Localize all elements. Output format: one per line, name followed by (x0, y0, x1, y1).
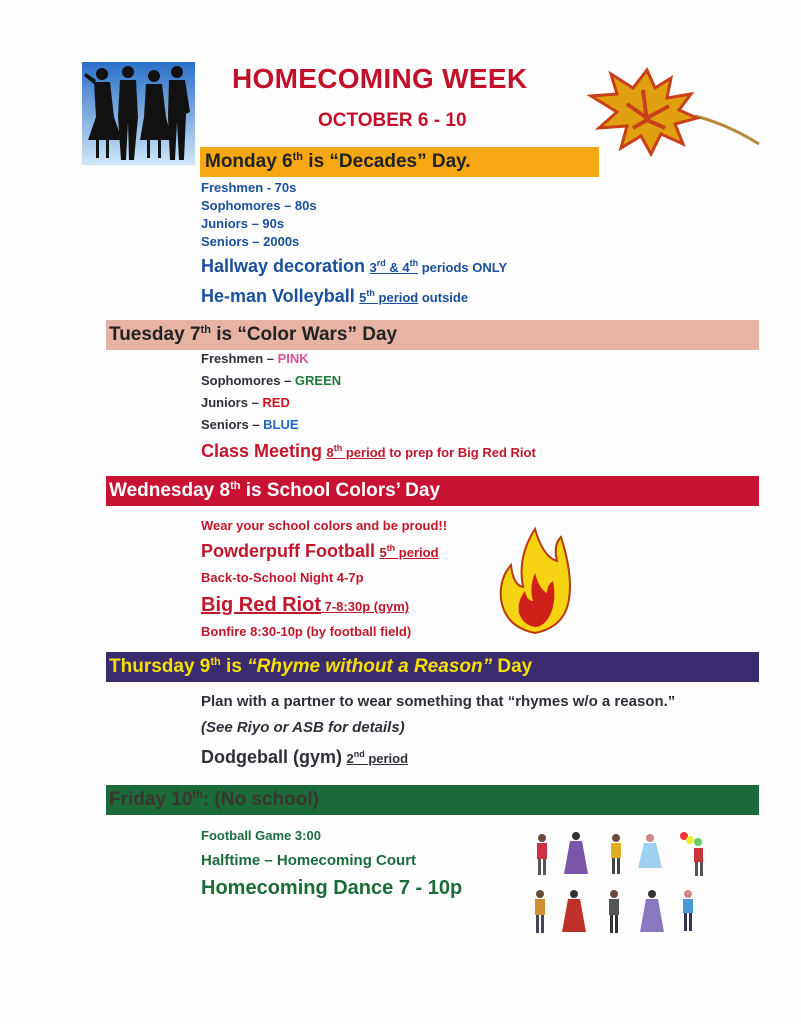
big-red-riot-line: Big Red Riot 7-8:30p (gym) (201, 594, 410, 616)
monday-heading-bar: Monday 6th is “Decades” Day. (200, 147, 599, 177)
class-meeting-line: Class Meeting 8th period to prep for Big Red Riot (201, 441, 536, 461)
hallway-decoration-line: Hallway decoration 3rd & 4th periods ONLY (201, 256, 508, 276)
homecoming-dance-line: Homecoming Dance 7 - 10p (201, 877, 463, 899)
bonfire-line: Bonfire 8:30-10p (by football field) (201, 624, 412, 639)
monday-item-seniors: Seniors – 2000s (201, 234, 300, 249)
autumn-leaf-image (587, 66, 763, 158)
rhyme-plan-line: Plan with a partner to wear something that “rhymes w/o a reason.” (201, 693, 676, 710)
monday-item-sophomores: Sophomores – 80s (201, 198, 317, 213)
monday-item-freshmen: Freshmen - 70s (201, 180, 297, 195)
wednesday-heading-bar: Wednesday 8th is School Colors’ Day (106, 476, 759, 506)
wear-colors-line: Wear your school colors and be proud!! (201, 518, 448, 533)
tuesday-freshmen: Freshmen – PINK (201, 351, 309, 366)
dodgeball-line: Dodgeball (gym) 2nd period (201, 747, 409, 767)
rhyme-details-line: (See Riyo or ASB for details) (201, 719, 405, 736)
dancers-clipart-image (528, 828, 718, 943)
bonfire-flame-image (497, 527, 573, 636)
thursday-heading-bar: Thursday 9th is “Rhyme without a Reason” Day (106, 652, 759, 682)
powderpuff-line: Powderpuff Football 5th period (201, 541, 439, 561)
volleyball-line: He-man Volleyball 5th period outside (201, 286, 469, 306)
tuesday-sophomores: Sophomores – GREEN (201, 373, 342, 388)
back-to-school-line: Back-to-School Night 4-7p (201, 570, 364, 585)
monday-item-juniors: Juniors – 90s (201, 216, 285, 231)
tuesday-seniors: Seniors – BLUE (201, 417, 299, 432)
event-dates: OCTOBER 6 - 10 (318, 110, 467, 131)
football-game-line: Football Game 3:00 (201, 828, 321, 843)
tuesday-juniors: Juniors – RED (201, 395, 290, 410)
dancers-silhouette-image (82, 62, 195, 165)
tuesday-heading-bar: Tuesday 7th is “Color Wars” Day (106, 320, 759, 350)
friday-heading-bar: Friday 10th: (No school) (106, 785, 759, 815)
halftime-line: Halftime – Homecoming Court (201, 852, 417, 869)
page-title: HOMECOMING WEEK (232, 63, 528, 94)
